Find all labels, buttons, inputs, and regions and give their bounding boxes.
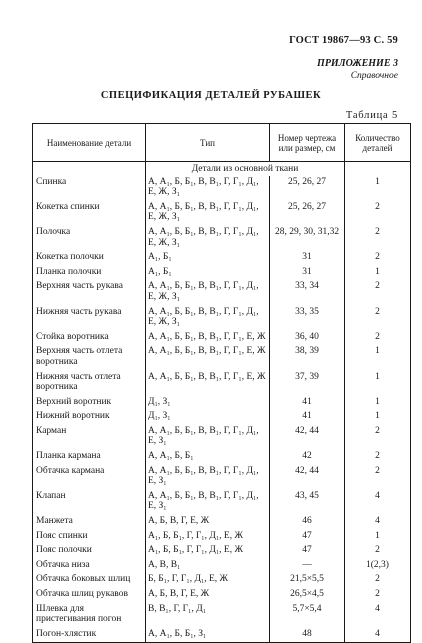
table-row <box>33 573 411 588</box>
type-cell: А, Б, В, Г, Е, Ж <box>146 515 270 530</box>
part-name-cell: Нижняя часть отлета воротника <box>33 371 146 396</box>
quantity-cell: 1 <box>345 266 411 281</box>
drawing-number-cell: 47 <box>270 530 345 545</box>
part-name-cell: Стойка воротника <box>33 331 146 346</box>
drawing-number-cell: 42 <box>270 450 345 465</box>
type-cell: А, А₁, Б, Б₁, В, В₁, Г, Г₁, Д₁, Е, Ж, З₁ <box>146 201 270 226</box>
table-row <box>33 544 411 559</box>
part-name-cell: Верхняя часть рукава <box>33 280 146 305</box>
section-spacer-qty <box>345 162 411 176</box>
table-row <box>33 603 411 628</box>
type-cell: Д₁, З₁ <box>146 410 270 425</box>
table-row <box>33 530 411 545</box>
part-name-cell: Шлевка для пристегивания погон <box>33 603 146 628</box>
part-name-cell: Пояс спинки <box>33 530 146 545</box>
table-row <box>33 410 411 425</box>
quantity-cell: 2 <box>345 588 411 603</box>
table-row <box>33 559 411 574</box>
section-title: Детали из основной ткани <box>146 162 345 176</box>
type-cell: А₁, Б₁ <box>146 251 270 266</box>
table-header-row <box>33 124 411 162</box>
table-row <box>33 266 411 281</box>
drawing-number-cell: 43, 45 <box>270 490 345 515</box>
section-row <box>33 162 411 176</box>
quantity-cell: 1(2,3) <box>345 559 411 574</box>
drawing-number-cell: 31 <box>270 251 345 266</box>
part-name-cell: Планка кармана <box>33 450 146 465</box>
table-row <box>33 306 411 331</box>
header-quantity: Количество деталей <box>345 124 411 162</box>
part-name-cell: Полочка <box>33 226 146 251</box>
table-row <box>33 490 411 515</box>
quantity-cell: 1 <box>345 396 411 411</box>
drawing-number-cell: 33, 35 <box>270 306 345 331</box>
table-number: Таблица 5 <box>345 110 398 121</box>
part-name-cell: Кокетка спинки <box>33 201 146 226</box>
table-row <box>33 628 411 643</box>
drawing-number-cell: 48 <box>270 628 345 643</box>
page-header: ГОСТ 19867—93 С. 59 <box>289 35 398 46</box>
quantity-cell: 1 <box>345 345 411 370</box>
type-cell: А, А₁, Б, Б₁, В, В₁, Г, Г₁, Д₁, Е, Ж, З₁ <box>146 280 270 305</box>
type-cell: А, А₁, Б, Б₁, В, В₁, Г, Г₁, Е, Ж <box>146 345 270 370</box>
table-row <box>33 176 411 201</box>
quantity-cell: 1 <box>345 530 411 545</box>
table-row <box>33 396 411 411</box>
drawing-number-cell: 41 <box>270 396 345 411</box>
type-cell: А₁, Б, Б₁, Г, Г₁, Д₁, Е, Ж <box>146 530 270 545</box>
type-cell: А, А₁, Б, Б₁, В, В₁, Г, Г₁, Д₁, Е, З₁ <box>146 490 270 515</box>
type-cell: А₁, Б₁ <box>146 266 270 281</box>
table-row <box>33 331 411 346</box>
quantity-cell: 2 <box>345 450 411 465</box>
drawing-number-cell: 31 <box>270 266 345 281</box>
drawing-number-cell: 47 <box>270 544 345 559</box>
quantity-cell: 4 <box>345 628 411 643</box>
reference-label: Справочное <box>350 71 398 81</box>
part-name-cell: Обтачка боковых шлиц <box>33 573 146 588</box>
part-name-cell: Манжета <box>33 515 146 530</box>
table-row <box>33 345 411 370</box>
drawing-number-cell: — <box>270 559 345 574</box>
drawing-number-cell: 5,7×5,4 <box>270 603 345 628</box>
type-cell: Д₁, З₁ <box>146 396 270 411</box>
table-row <box>33 588 411 603</box>
part-name-cell: Нижний воротник <box>33 410 146 425</box>
type-cell: А, А₁, Б, Б₁, В, В₁, Г, Г₁, Д₁, Е, З₁ <box>146 425 270 450</box>
table-row <box>33 251 411 266</box>
type-cell: А, А₁, Б, Б₁, З₁ <box>146 628 270 643</box>
drawing-number-cell: 42, 44 <box>270 465 345 490</box>
drawing-number-cell: 26,5×4,5 <box>270 588 345 603</box>
type-cell: А, Б, В, Г, Е, Ж <box>146 588 270 603</box>
table-row <box>33 465 411 490</box>
quantity-cell: 2 <box>345 573 411 588</box>
quantity-cell: 4 <box>345 515 411 530</box>
quantity-cell: 2 <box>345 280 411 305</box>
part-name-cell: Клапан <box>33 490 146 515</box>
table-row <box>33 515 411 530</box>
type-cell: А₁, Б, Б₁, Г, Г₁, Д₁, Е, Ж <box>146 544 270 559</box>
quantity-cell: 2 <box>345 201 411 226</box>
table-body <box>33 162 411 643</box>
drawing-number-cell: 28, 29, 30, 31,32 <box>270 226 345 251</box>
header-part-name: Наименование детали <box>33 124 146 162</box>
type-cell: А, А₁, Б, Б₁, В, В₁, Г, Г₁, Е, Ж <box>146 371 270 396</box>
part-name-cell: Планка полочки <box>33 266 146 281</box>
table-row <box>33 425 411 450</box>
type-cell: А, А₁, Б, Б₁, В, В₁, Г, Г₁, Д₁, Е, Ж, З₁ <box>146 306 270 331</box>
drawing-number-cell: 33, 34 <box>270 280 345 305</box>
quantity-cell: 2 <box>345 544 411 559</box>
type-cell: А, А₁, Б, Б₁, В, В₁, Г, Г₁, Д₁, Е, Ж, З₁ <box>146 226 270 251</box>
quantity-cell: 2 <box>345 251 411 266</box>
table-row <box>33 450 411 465</box>
part-name-cell: Погон-хлястик <box>33 628 146 643</box>
section-spacer-name <box>33 162 146 176</box>
quantity-cell: 4 <box>345 490 411 515</box>
header-type: Тип <box>146 124 270 162</box>
drawing-number-cell: 21,5×5,5 <box>270 573 345 588</box>
header-drawing-number: Номер чертежа или размер, см <box>270 124 345 162</box>
quantity-cell: 2 <box>345 306 411 331</box>
drawing-number-cell: 25, 26, 27 <box>270 201 345 226</box>
part-name-cell: Верхний воротник <box>33 396 146 411</box>
table-row <box>33 201 411 226</box>
quantity-cell: 2 <box>345 226 411 251</box>
quantity-cell: 1 <box>345 410 411 425</box>
type-cell: А, А₁, Б, Б₁, В, В₁, Г, Г₁, Д₁, Е, З₁ <box>146 465 270 490</box>
quantity-cell: 4 <box>345 603 411 628</box>
part-name-cell: Нижняя часть рукава <box>33 306 146 331</box>
part-name-cell: Кокетка полочки <box>33 251 146 266</box>
quantity-cell: 1 <box>345 176 411 201</box>
table-row <box>33 280 411 305</box>
part-name-cell: Карман <box>33 425 146 450</box>
drawing-number-cell: 46 <box>270 515 345 530</box>
type-cell: А, А₁, Б, Б₁ <box>146 450 270 465</box>
table-row <box>33 371 411 396</box>
specification-table <box>32 123 411 643</box>
quantity-cell: 2 <box>345 465 411 490</box>
type-cell: А, А₁, Б, Б₁, В, В₁, Г, Г₁, Е, Ж <box>146 331 270 346</box>
type-cell: В, В₁, Г, Г₁, Д₁ <box>146 603 270 628</box>
drawing-number-cell: 25, 26, 27 <box>270 176 345 201</box>
drawing-number-cell: 37, 39 <box>270 371 345 396</box>
appendix-label: ПРИЛОЖЕНИЕ 3 <box>317 58 398 69</box>
quantity-cell: 1 <box>345 371 411 396</box>
quantity-cell: 2 <box>345 331 411 346</box>
type-cell: А, В, В₁ <box>146 559 270 574</box>
part-name-cell: Верхняя часть отлета воротника <box>33 345 146 370</box>
part-name-cell: Обтачка кармана <box>33 465 146 490</box>
drawing-number-cell: 38, 39 <box>270 345 345 370</box>
part-name-cell: Пояс полочки <box>33 544 146 559</box>
drawing-number-cell: 36, 40 <box>270 331 345 346</box>
drawing-number-cell: 41 <box>270 410 345 425</box>
table-row <box>33 226 411 251</box>
part-name-cell: Обтачка шлиц рукавов <box>33 588 146 603</box>
type-cell: А, А₁, Б, Б₁, В, В₁, Г, Г₁, Д₁, Е, Ж, З₁ <box>146 176 270 201</box>
part-name-cell: Спинка <box>33 176 146 201</box>
quantity-cell: 2 <box>345 425 411 450</box>
document-title: СПЕЦИФИКАЦИЯ ДЕТАЛЕЙ РУБАШЕК <box>100 90 322 101</box>
type-cell: Б, Б₁, Г, Г₁, Д₁, Е, Ж <box>146 573 270 588</box>
drawing-number-cell: 42, 44 <box>270 425 345 450</box>
part-name-cell: Обтачка низа <box>33 559 146 574</box>
